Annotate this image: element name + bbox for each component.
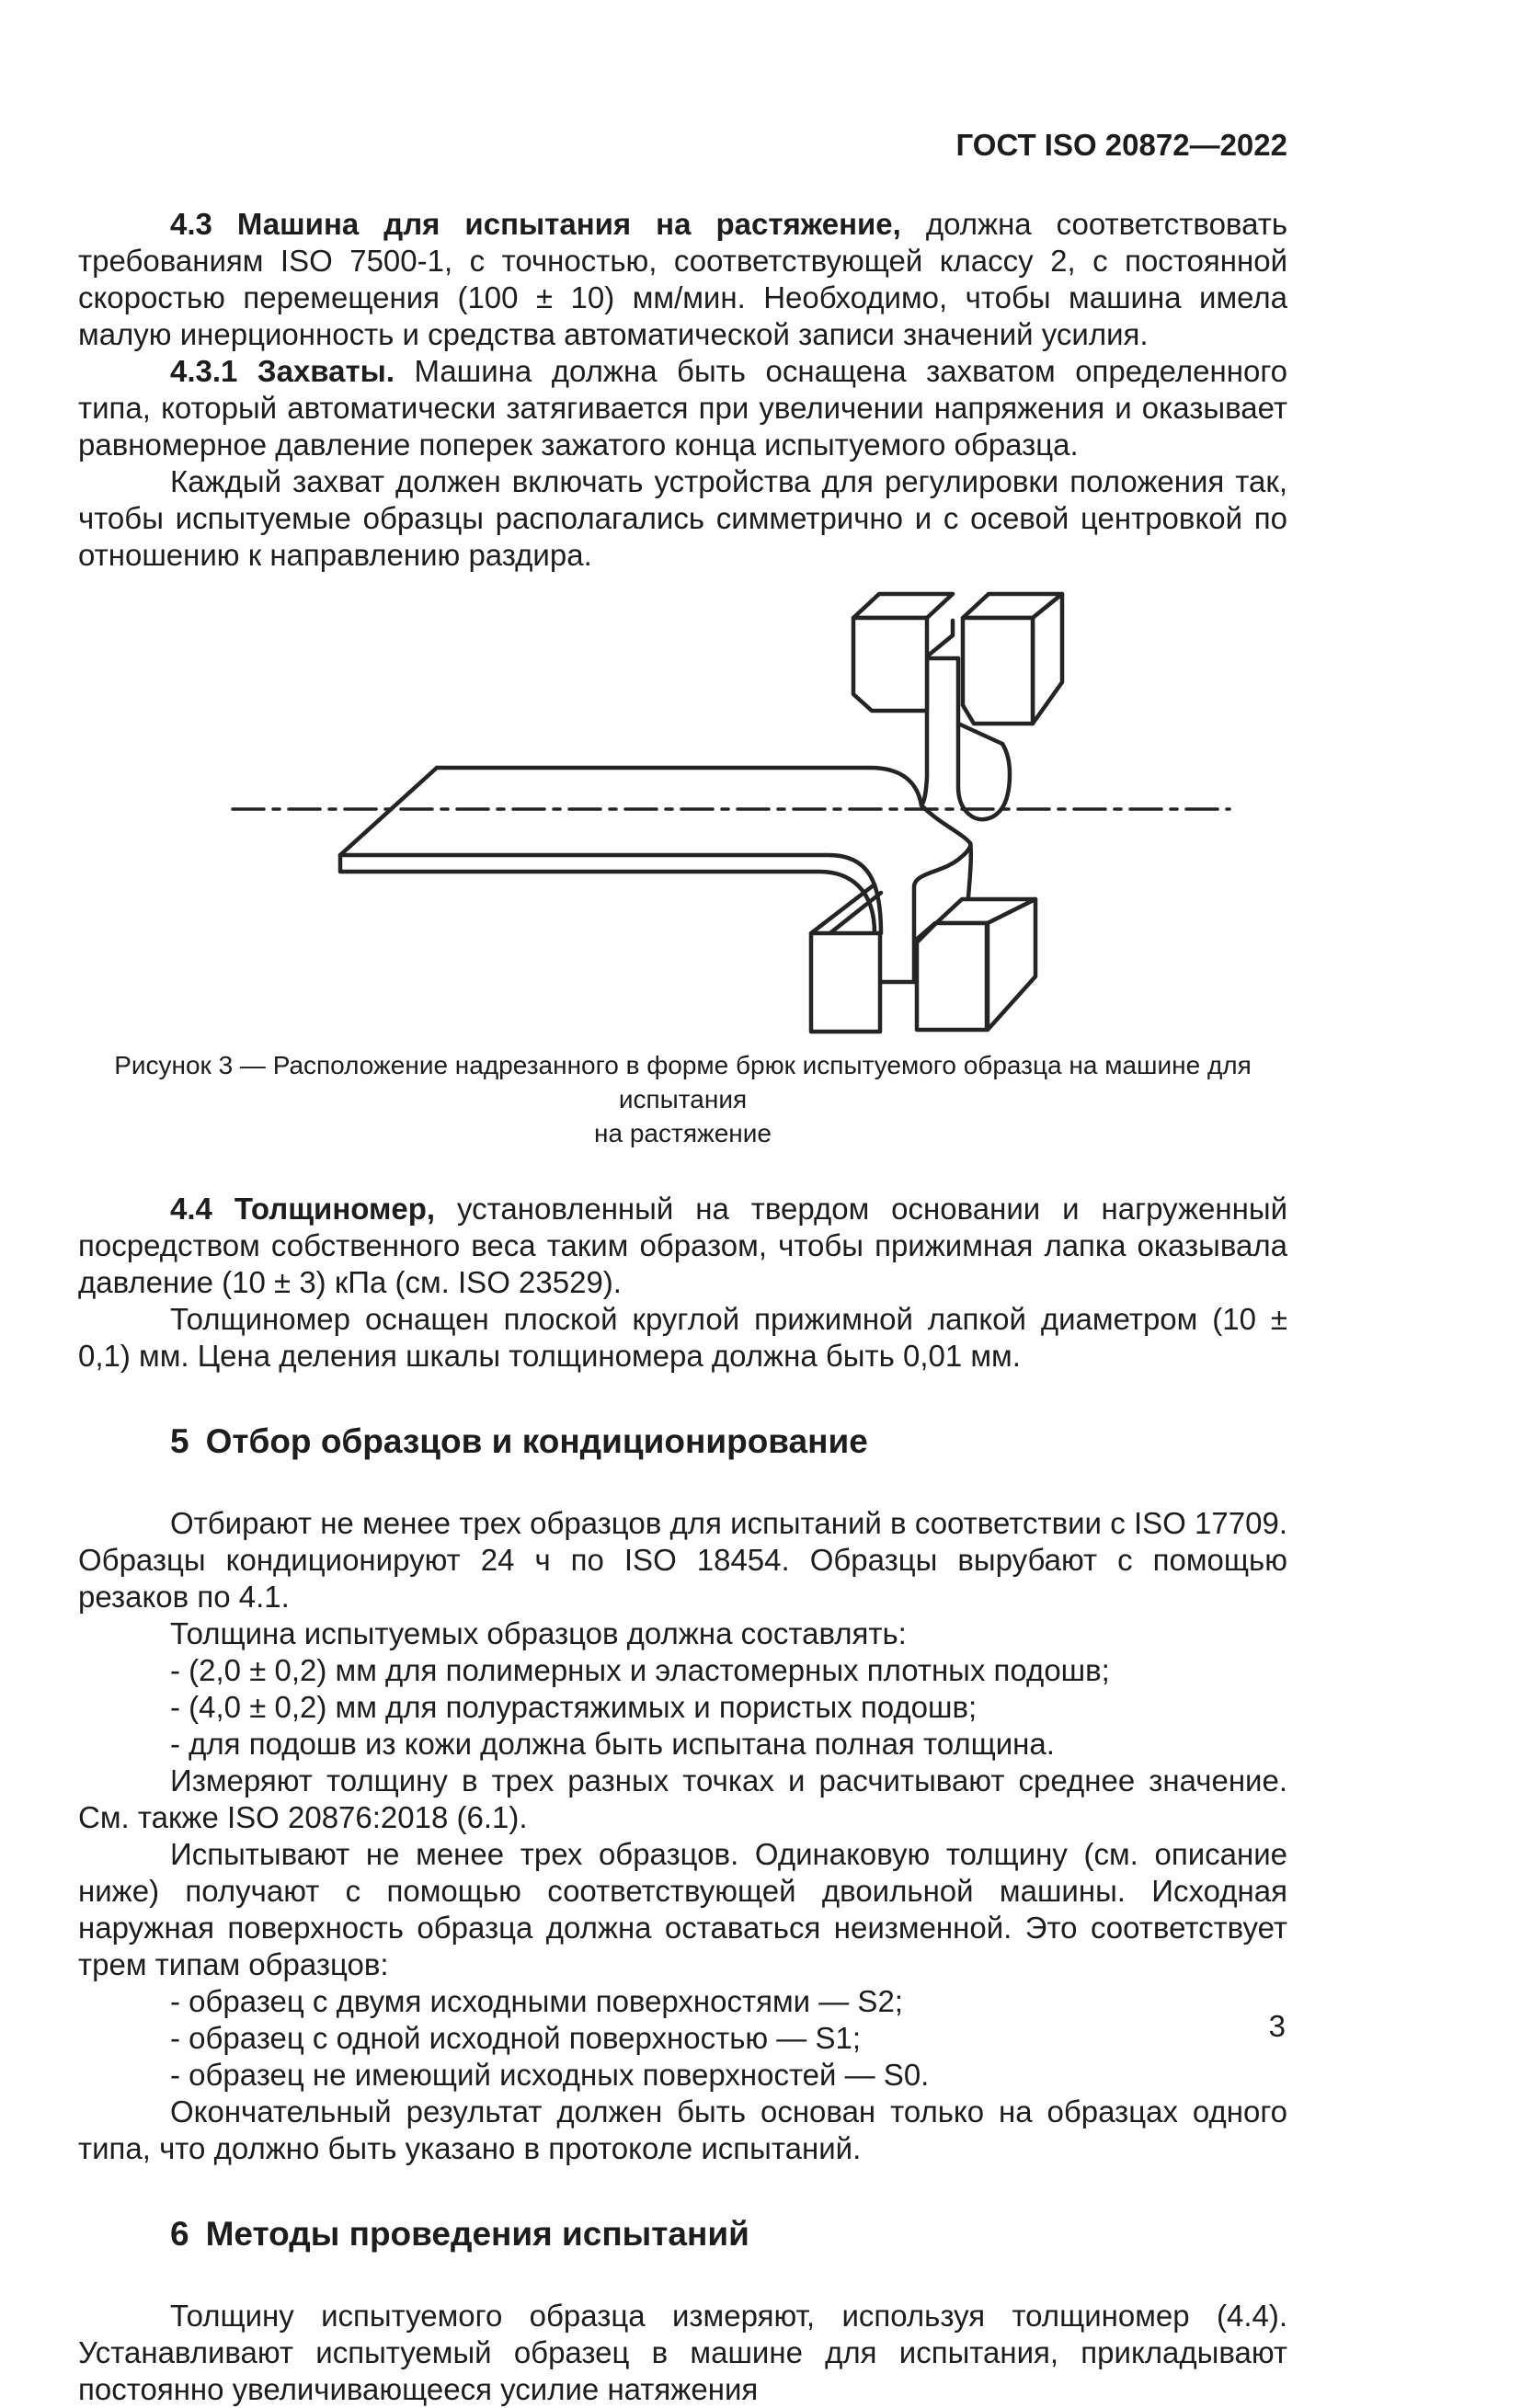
list-item: - образец с двумя исходными поверхностями — S2; [170, 1984, 903, 2018]
figure-3-caption [78, 1048, 1287, 1150]
figure-3-caption-line2: на растяжение [594, 1119, 772, 1147]
clause-number: 4.3.1 [170, 354, 238, 388]
paragraph-measurement: Измеряют толщину в трех разных точках и расчитывают среднее значение. См. также ISO 20876:2018 (6.1). [78, 1763, 1287, 1834]
spacer [78, 1150, 1287, 1191]
figure-3-drawing [225, 579, 1310, 1048]
paragraph-gauge-foot: Толщиномер оснащен плоской круглой прижимной лапкой диаметром (10 ± 0,1) мм. Цена деления шкалы толщиномера должна быть 0,01 мм. [78, 1302, 1287, 1373]
clause-number: 4.4 [170, 1192, 212, 1226]
clause-number: 4.3 [170, 207, 212, 241]
paragraph-sampling: Отбирают не менее трех образцов для испытаний в соответствии с ISO 17709. Образцы кондиционируют 24 ч по ISO 18454. Образцы вырубают с помощью резаков по 4.1. [78, 1506, 1287, 1614]
clause-4-4 [78, 1191, 1287, 1301]
paragraph-grips-alignment: Каждый захват должен включать устройства для регулировки положения так, чтобы испытуемые образцы располагались симметрично и с осевой центровкой по отношению к направлению раздира. [78, 464, 1287, 572]
section-title: Методы проведения испытаний [205, 2215, 749, 2253]
paragraph-specimen-types: Испытывают не менее трех образцов. Одинаковую толщину (см. описание ниже) получают с помощью соответствующей двоильной машины. Исходная наружная поверхность образца должна оставаться неизменной. Это соответствует трем типам образцов: [78, 1837, 1287, 1981]
clause-text: установленный на твердом основании и нагруженный посредством собственного веса таким образом, чтобы прижимная лапка оказывала давление (10 ± 3) кПа (см. ISO 23529). [78, 1192, 1287, 1299]
section-number: 5 [170, 1422, 189, 1460]
clause-term: Толщиномер, [234, 1192, 436, 1226]
clause-term: Захваты. [257, 354, 395, 388]
bottom-grip [811, 884, 1035, 1032]
clause-4-3-1-label [170, 354, 395, 388]
list-item: - образец не имеющий исходных поверхностей — S0. [170, 2058, 930, 2092]
list-item: - образец с одной исходной поверхностью — S1; [170, 2021, 862, 2055]
figure-3 [225, 579, 1310, 1048]
clause-text: Машина должна быть оснащена захватом определенного типа, который автоматически затягивается при увеличении напряжения и оказывает равномерное давление поперек зажатого конца испытуемого образца. [78, 354, 1287, 462]
figure-3-caption-line1: Рисунок 3 — Расположение надрезанного в форме брюк испытуемого образца на машине для испытания [114, 1051, 1252, 1113]
clause-4-3-1 [78, 353, 1287, 463]
clause-term: Машина для испытания на растяжение, [236, 207, 901, 241]
clause-4-3-label [170, 207, 901, 241]
section-6-heading [78, 2213, 1287, 2255]
list-item: - (4,0 ± 0,2) мм для полурастяжимых и пористых подошв; [170, 1690, 978, 1724]
list-item: - для подошв из кожи должна быть испытана полная толщина. [170, 1727, 1055, 1761]
clause-4-3 [78, 206, 1287, 353]
section-5-heading [78, 1421, 1287, 1463]
paragraph-final-result: Окончательный результат должен быть основан только на образцах одного типа, что должно быть указано в протоколе испытаний. [78, 2094, 1287, 2165]
clause-text: должна соответствовать требованиям ISO 7500-1, с точностью, соответствующей классу 2, с постоянной скоростью перемещения (100 ± 10) мм/мин. Необходимо, чтобы машина имела малую инерционность и средства автоматической записи значений усилия. [78, 207, 1288, 351]
page-number: 3 [1268, 2009, 1286, 2043]
paragraph-thickness-intro: Толщина испытуемых образцов должна составлять: [170, 1616, 907, 1650]
doc-header: ГОСТ ISO 20872—2022 [955, 128, 1287, 162]
paragraph-method: Толщину испытуемого образца измеряют, используя толщиномер (4.4). Устанавливают испытуемый образец в машине для испытания, прикладывают постоянно увеличивающееся усилие натяжения [78, 2299, 1287, 2406]
section-title: Отбор образцов и кондиционирование [205, 1422, 868, 1460]
list-item: - (2,0 ± 0,2) мм для полимерных и эластомерных плотных подошв; [170, 1653, 1110, 1687]
section-number: 6 [170, 2215, 189, 2253]
clause-4-4-label [170, 1192, 435, 1226]
